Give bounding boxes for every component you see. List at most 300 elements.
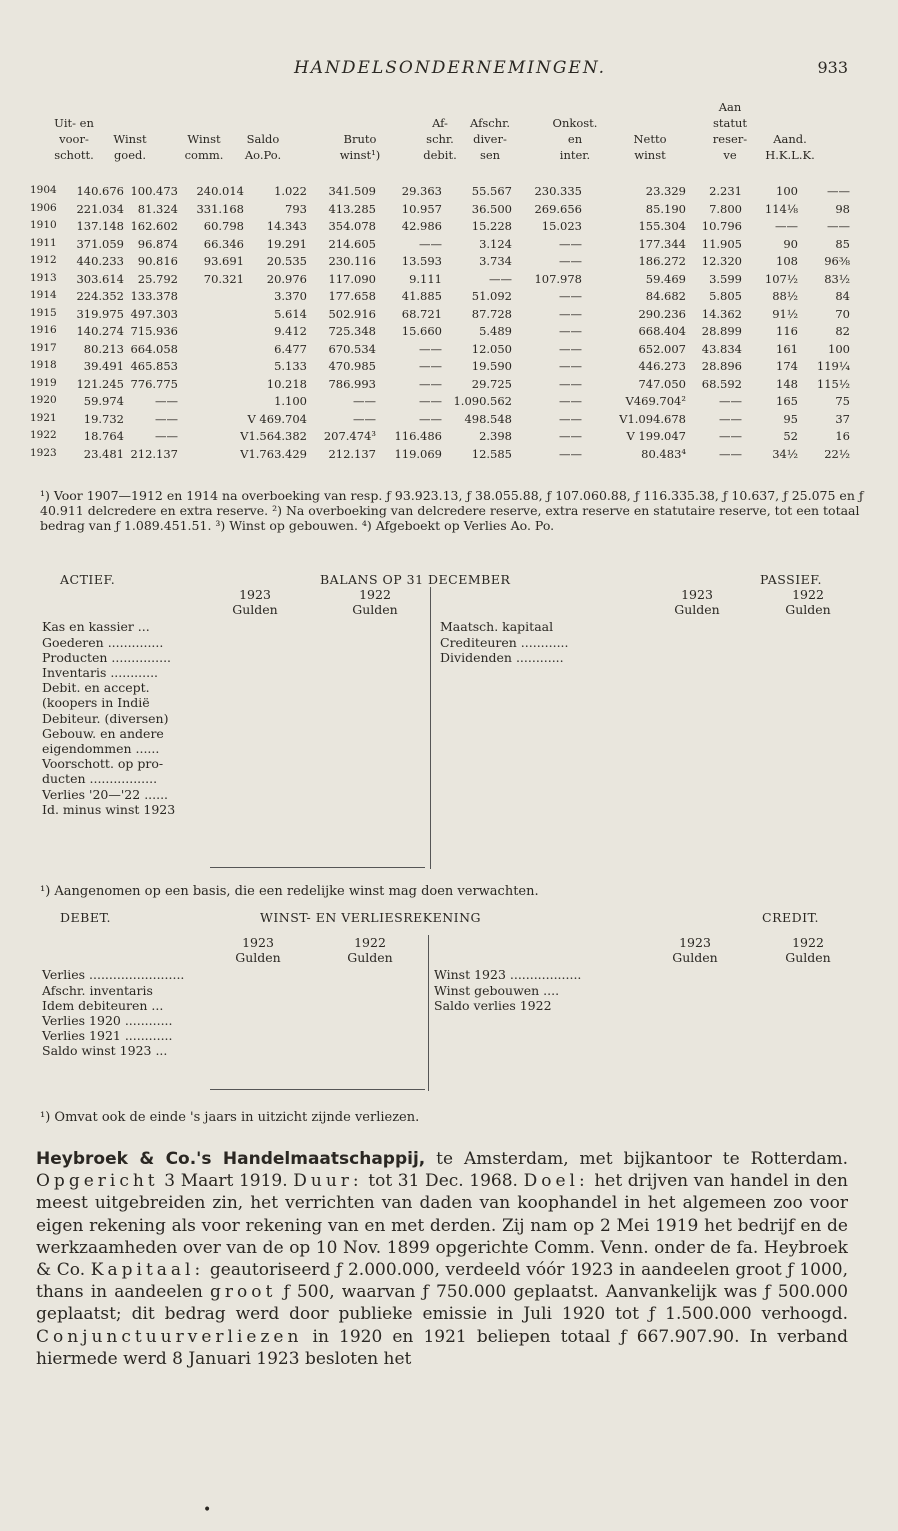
table-cell: 80.213 <box>83 341 124 356</box>
left-item-label: Debit. en accept. <box>42 680 150 696</box>
table-cell: 100 <box>776 184 798 198</box>
table-cell: 303.614 <box>76 271 124 286</box>
table-cell: 87.728 <box>471 306 512 321</box>
column-unit: Gulden <box>352 602 398 618</box>
table-cell: —— <box>155 411 178 426</box>
table-cell: 15.228 <box>471 219 512 233</box>
table-cell: V469.704² <box>625 394 686 408</box>
table-cell: 42.986 <box>401 219 442 233</box>
table-cell: 230.335 <box>534 184 582 198</box>
table-header-cell: sen <box>479 148 501 162</box>
table-cell: 10.218 <box>266 376 307 391</box>
table-cell: 10.796 <box>701 219 742 233</box>
table-cell: 95 <box>783 411 798 426</box>
table-cell: 9.111 <box>409 271 442 286</box>
table-header-cell: Uit- en <box>54 116 94 130</box>
table-cell: 331.168 <box>196 201 244 216</box>
left-item-label: (koopers in Indië <box>42 695 150 711</box>
table-cell: 115½ <box>816 376 850 391</box>
table-cell: 3.599 <box>709 271 742 286</box>
column-unit: Gulden <box>785 950 831 966</box>
table-cell: 240.014 <box>196 184 244 198</box>
table-row <box>30 359 880 376</box>
table-row <box>30 394 880 411</box>
table-cell: —— <box>559 446 582 461</box>
table-cell: 114⅛ <box>764 201 798 216</box>
table-cell: 212.137 <box>130 446 178 461</box>
column-year: 1923 <box>239 587 271 602</box>
table-cell: 10.957 <box>401 201 442 216</box>
table-header-cell: Netto <box>633 132 667 146</box>
body-text-1: te Amsterdam, met bijkantoor te Rotterdam. <box>436 1149 848 1169</box>
table-cell: 776.775 <box>130 376 178 391</box>
table-cell: —— <box>719 411 742 426</box>
total-rule <box>210 1089 425 1090</box>
table-cell: 269.656 <box>534 201 582 216</box>
left-item-label: Idem debiteuren ... <box>42 997 164 1013</box>
table-cell: 440.233 <box>76 254 124 268</box>
table-header-cell: goed. <box>113 148 147 162</box>
table-cell: 5.133 <box>274 359 307 373</box>
table-cell: 371.059 <box>76 236 124 251</box>
left-item-label: Inventaris ............ <box>42 665 159 680</box>
table-header-cell: inter. <box>559 148 591 162</box>
column-year: 1923 <box>679 935 711 950</box>
left-item-label: Producten ............... <box>42 649 172 665</box>
total-rule <box>210 867 425 868</box>
table-cell: 155.304 <box>638 219 686 233</box>
table-cell: 9.412 <box>274 324 307 338</box>
table-cell: —— <box>489 271 512 286</box>
table-cell: 5.489 <box>479 324 512 338</box>
table-row <box>30 289 880 306</box>
right-item-label: Winst 1923 .................. <box>434 967 582 983</box>
table-cell: 14.362 <box>701 306 742 321</box>
table-cell: V 199.047 <box>626 429 686 443</box>
table-cell: 14.343 <box>266 219 307 233</box>
table-cell: 96.874 <box>137 236 178 251</box>
table-header-cell: comm. <box>184 148 224 162</box>
table-cell: 670.534 <box>328 341 376 356</box>
left-item-label: Verlies '20—'22 ...... <box>42 786 169 802</box>
table-cell: 18.764 <box>83 429 124 443</box>
table-header-cell: Afschr. <box>470 116 510 130</box>
column-year: 1922 <box>354 935 386 950</box>
table-cell: 108 <box>776 254 798 268</box>
left-item-label: Id. minus winst 1923 <box>42 801 176 817</box>
table-header-cell: Winst <box>113 132 147 146</box>
column-unit: Gulden <box>235 950 281 966</box>
table-cell: —— <box>353 394 376 408</box>
table-header-cell: Onkost. <box>552 116 598 130</box>
table-cell: 446.273 <box>638 359 686 373</box>
table-header-cell: Bruto <box>343 132 377 146</box>
table-cell: 1.100 <box>274 394 307 408</box>
table-cell: 793 <box>285 201 307 216</box>
table-row <box>30 184 880 201</box>
table-cell: 177.344 <box>638 236 686 251</box>
table-cell: 341.509 <box>328 184 376 198</box>
table-cell: 140.274 <box>76 324 124 338</box>
table-cell: 119.069 <box>394 446 442 461</box>
left-item-label: Verlies ........................ <box>42 967 185 983</box>
body-text-3: tot 31 Dec. 1968. <box>368 1171 518 1192</box>
table-cell: 83½ <box>824 271 850 286</box>
row-year: 1916 <box>30 324 57 336</box>
table-cell: 82 <box>835 324 850 338</box>
table-row <box>30 272 880 289</box>
table-cell: 75 <box>835 394 850 408</box>
table-cell: 140.676 <box>76 184 124 198</box>
left-item-label: eigendommen ...... <box>42 741 160 756</box>
table-cell: 497.303 <box>130 306 178 321</box>
table-cell: 39.491 <box>83 359 124 373</box>
table-cell: —— <box>559 359 582 373</box>
keyword-kapitaal: Kapitaal: <box>90 1260 205 1281</box>
row-year: 1914 <box>30 289 57 301</box>
left-item-label: Voorschott. op pro- <box>42 756 164 772</box>
table-header-cell: Winst <box>187 132 221 146</box>
table-cell: 13.593 <box>401 254 442 268</box>
table-cell: 60.798 <box>203 219 244 233</box>
table-cell: —— <box>775 219 798 233</box>
row-year: 1921 <box>30 411 57 424</box>
table-cell: 29.363 <box>401 184 442 198</box>
table-header-cell: schott. <box>54 148 94 162</box>
table-cell: 177.658 <box>328 289 376 303</box>
table-cell: —— <box>559 411 582 426</box>
table-cell: —— <box>353 411 376 426</box>
table-header-cell: ve <box>723 148 737 162</box>
table-cell: 12.320 <box>701 254 742 268</box>
table-cell: 502.916 <box>328 306 376 321</box>
table-cell: —— <box>719 429 742 443</box>
table-cell: 12.050 <box>471 341 512 356</box>
table-cell: 36.500 <box>471 201 512 216</box>
table-cell: 786.993 <box>328 376 376 391</box>
table-cell: 652.007 <box>638 341 686 356</box>
row-year: 1912 <box>30 254 57 266</box>
column-unit: Gulden <box>674 602 720 618</box>
left-item-label: Goederen .............. <box>42 634 164 650</box>
table-cell: 51.092 <box>471 289 512 303</box>
row-year: 1922 <box>30 429 57 441</box>
table-cell: V1.763.429 <box>240 446 307 461</box>
page-number: 933 <box>817 58 848 77</box>
table-cell: 100 <box>828 341 850 356</box>
keyword-doel: Doel: <box>523 1171 589 1192</box>
table-cell: 98 <box>835 201 850 216</box>
keyword-conjunctuurverliezen: Conjunctuurverliezen <box>36 1326 303 1347</box>
table-cell: V 469.704 <box>247 411 307 426</box>
table-cell: 319.975 <box>76 306 124 321</box>
table-cell: —— <box>559 324 582 338</box>
table-cell: —— <box>559 289 582 303</box>
column-year: 1923 <box>242 935 274 950</box>
body-text-2: 3 Maart 1919. <box>164 1171 288 1192</box>
table-cell: 715.936 <box>130 324 178 338</box>
table-cell: 15.023 <box>541 219 582 233</box>
table-row <box>30 254 880 271</box>
table-cell: 81.324 <box>137 201 178 216</box>
table-header-cell: statut <box>712 116 748 130</box>
right-item-label: Dividenden ............ <box>440 649 564 665</box>
table-cell: 90.816 <box>137 254 178 268</box>
left-item-label: Kas en kassier ... <box>42 619 150 635</box>
table-cell: V1.564.382 <box>240 429 307 443</box>
table-cell: —— <box>559 236 582 251</box>
table-cell: 354.078 <box>328 219 376 233</box>
table-header-cell: diver- <box>473 132 507 146</box>
table-cell: 133.378 <box>130 289 178 303</box>
table-cell: 16 <box>835 429 850 443</box>
table-cell: —— <box>419 359 442 373</box>
keyword-duur: Duur: <box>293 1171 363 1192</box>
table-cell: 3.124 <box>479 236 512 251</box>
table-cell: 59.469 <box>645 271 686 286</box>
table-cell: 186.272 <box>638 254 686 268</box>
left-item-label: Verlies 1920 ............ <box>42 1013 173 1028</box>
column-year: 1922 <box>792 587 824 602</box>
table-cell: —— <box>827 184 850 198</box>
table-cell: 290.236 <box>638 306 686 321</box>
keyword-opgericht: Opgericht <box>36 1171 159 1192</box>
table-cell: —— <box>419 376 442 391</box>
table-cell: 6.477 <box>274 341 307 356</box>
body-text-6: ƒ 500, waarvan ƒ 750.000 geplaatst. Aanvankelijk was ƒ 500.000 geplaatst; dit bedrag werd door publieke emissie in Juli 1920 tot ƒ 1.500.000 verhoogd. <box>36 1282 849 1325</box>
table-cell: 1.090.562 <box>453 394 512 408</box>
table-cell: —— <box>719 446 742 461</box>
table-cell: 1.022 <box>274 184 307 198</box>
table-cell: 413.285 <box>328 201 376 216</box>
row-year: 1911 <box>30 236 57 249</box>
table-header-cell: debit. <box>423 148 457 162</box>
row-year: 1917 <box>30 341 57 354</box>
table-cell: 90 <box>783 236 798 251</box>
row-year: 1918 <box>30 359 57 371</box>
table-cell: V1.094.678 <box>619 411 686 426</box>
left-item-label: Afschr. inventaris <box>42 982 153 998</box>
table-cell: 70 <box>835 306 850 321</box>
table-cell: 25.792 <box>137 271 178 286</box>
table-cell: 116 <box>776 324 798 338</box>
table-header-cell: reser- <box>712 132 748 146</box>
balance-title: BALANS OP 31 DECEMBER <box>320 572 511 587</box>
row-year: 1904 <box>30 184 57 196</box>
table-cell: —— <box>559 429 582 443</box>
table-cell: 59.974 <box>83 394 124 408</box>
body-text-4: het drijven van handel in den meest uitgebreiden zin, het verrichten van daden van koophandel in het algemeen zoo voor eigen rekening als voor rekening van en met derden. Zij nam op 2 Mei 1919 het bedrijf en de werkzaamheden over van de op 10 Nov. 1899 opgerichte Comm. Venn. onder de fa. Heybroek & Co. <box>36 1171 848 1281</box>
table-cell: —— <box>419 236 442 251</box>
left-item-label: Gebouw. en andere <box>42 725 164 741</box>
column-unit: Gulden <box>347 950 393 966</box>
table-cell: 214.605 <box>328 236 376 251</box>
table-cell: —— <box>559 394 582 408</box>
table-cell: 207.474³ <box>323 429 376 443</box>
table-row <box>30 324 880 341</box>
table-cell: 80.483⁴ <box>641 446 686 461</box>
table-cell: 5.805 <box>709 289 742 303</box>
table-cell: 174 <box>776 359 798 373</box>
row-year: 1923 <box>30 446 57 459</box>
table-row <box>30 412 880 429</box>
table-row <box>30 342 880 359</box>
table-cell: 725.348 <box>328 324 376 338</box>
table-row <box>30 429 880 446</box>
table-cell: 212.137 <box>328 446 376 461</box>
left-item-label: ducten ................. <box>42 771 158 787</box>
table-header-cell: voor- <box>59 132 89 146</box>
table-cell: —— <box>155 429 178 443</box>
table-cell: 28.896 <box>701 359 742 373</box>
table-cell: 29.725 <box>471 376 512 391</box>
table-cell: —— <box>419 341 442 356</box>
footnote-statistics: ¹) Voor 1907—1912 en 1914 na overboeking van resp. ƒ 93.923.13, ƒ 38.055.88, ƒ 107.060.88, ƒ 116.335.38, ƒ 10.637, ƒ 25.075 en ƒ 40.911 delcredere en extra reserve. ²) Na overboeking van delcredere reserve, extra reserve en statutaire reserve, tot een totaal bedrag van ƒ 1.089.451.51. ³) Winst op gebouwen. ⁴) Afgeboekt op Verlies Ao. Po. <box>40 488 864 533</box>
table-header-cell: Af- <box>432 116 448 130</box>
actief-label: ACTIEF. <box>60 572 116 587</box>
table-cell: —— <box>419 394 442 408</box>
table-cell: 28.899 <box>701 324 742 338</box>
column-year: 1923 <box>681 587 713 602</box>
table-header-cell: Aand. <box>773 132 807 146</box>
table-cell: 85.190 <box>645 201 686 216</box>
table-cell: 747.050 <box>638 376 686 391</box>
table-cell: 3.370 <box>274 289 307 303</box>
table-header-cell: en <box>567 132 583 146</box>
table-row <box>30 237 880 254</box>
row-year: 1920 <box>30 394 57 406</box>
table-cell: —— <box>827 219 850 233</box>
table-row <box>30 307 880 324</box>
table-cell: 230.116 <box>328 254 376 268</box>
column-year: 1922 <box>359 587 391 602</box>
table-cell: 119¼ <box>816 359 850 373</box>
pl-title: WINST- EN VERLIESREKENING <box>260 910 482 925</box>
table-cell: 23.329 <box>645 184 686 198</box>
table-cell: 91½ <box>772 306 798 321</box>
debet-label: DEBET. <box>60 910 111 925</box>
table-cell: 85 <box>835 236 850 251</box>
table-cell: 66.346 <box>203 236 244 251</box>
table-cell: 55.567 <box>471 184 512 198</box>
running-header <box>0 58 898 82</box>
table-header-cell: Aan <box>718 100 742 114</box>
table-cell: 664.058 <box>130 341 178 356</box>
right-item-label: Crediteuren ............ <box>440 634 569 650</box>
keyword-groot: groot <box>210 1282 277 1303</box>
company-description <box>36 1148 848 1370</box>
table-cell: 137.148 <box>76 219 124 233</box>
table-cell: 161 <box>776 341 798 356</box>
column-unit: Gulden <box>232 602 278 618</box>
left-item-label: Saldo winst 1923 ... <box>42 1043 168 1059</box>
table-cell: —— <box>559 306 582 321</box>
row-year: 1915 <box>30 306 57 319</box>
table-cell: 22½ <box>824 446 850 461</box>
right-item-label: Saldo verlies 1922 <box>434 997 552 1013</box>
header-title: HANDELSONDERNEMINGEN. <box>293 58 607 78</box>
table-cell: —— <box>559 341 582 356</box>
table-cell: 34½ <box>772 446 798 461</box>
table-cell: 221.034 <box>76 201 124 216</box>
table-cell: 162.602 <box>130 219 178 233</box>
footnote-pl: ¹) Omvat ook de einde 's jaars in uitzicht zijnde verliezen. <box>40 1110 420 1125</box>
footnote-balance: ¹) Aangenomen op een basis, die een redelijke winst mag doen verwachten. <box>40 884 539 899</box>
table-cell: 19.291 <box>266 236 307 251</box>
table-cell: 117.090 <box>328 271 376 286</box>
column-unit: Gulden <box>672 950 718 966</box>
table-header-cell: Saldo <box>246 132 280 146</box>
row-year: 1910 <box>30 219 57 231</box>
passief-label: PASSIEF. <box>760 572 822 587</box>
table-cell: 88½ <box>772 289 798 303</box>
table-cell: 470.985 <box>328 359 376 373</box>
table-header-cell: H.K.L.K. <box>765 148 815 162</box>
table-cell: 68.592 <box>701 376 742 391</box>
table-cell: —— <box>559 254 582 268</box>
column-divider <box>428 935 429 1091</box>
table-cell: 11.905 <box>701 236 742 251</box>
left-item-label: Debiteur. (diversen) <box>42 710 169 726</box>
table-cell: —— <box>155 394 178 408</box>
table-cell: 84.682 <box>645 289 686 303</box>
company-name: Heybroek & Co.'s Handelmaatschappij, <box>36 1149 426 1169</box>
table-cell: 52 <box>783 429 798 443</box>
table-cell: 107½ <box>764 271 798 286</box>
table-cell: 37 <box>835 411 850 426</box>
credit-label: CREDIT. <box>762 910 820 925</box>
table-cell: 93.691 <box>203 254 244 268</box>
column-year: 1922 <box>792 935 824 950</box>
table-cell: —— <box>419 411 442 426</box>
table-cell: 148 <box>776 376 798 391</box>
table-cell: 121.245 <box>76 376 124 391</box>
table-cell: —— <box>559 376 582 391</box>
table-cell: 107.978 <box>534 271 582 286</box>
body-text-5: geautoriseerd ƒ 2.000.000, verdeeld vóór 1923 in aandeelen groot ƒ 1000, thans in aandeelen <box>36 1260 849 1303</box>
table-cell: 165 <box>776 394 798 408</box>
table-cell: 7.800 <box>709 201 742 216</box>
stray-dot: • <box>203 1502 212 1518</box>
left-item-label: Verlies 1921 ............ <box>42 1028 173 1044</box>
table-cell: 20.976 <box>266 271 307 286</box>
table-cell: 84 <box>835 289 850 303</box>
table-row <box>30 219 880 236</box>
table-cell: 19.732 <box>83 411 124 426</box>
table-cell: 70.321 <box>203 271 244 286</box>
table-row <box>30 202 880 219</box>
row-year: 1919 <box>30 376 57 389</box>
table-cell: 668.404 <box>638 324 686 338</box>
table-cell: 498.548 <box>464 411 512 426</box>
row-year: 1913 <box>30 271 57 284</box>
table-header-cell: Ao.Po. <box>244 148 282 162</box>
column-divider <box>430 587 431 869</box>
table-cell: 465.853 <box>130 359 178 373</box>
table-cell: 224.352 <box>76 289 124 303</box>
table-cell: 43.834 <box>701 341 742 356</box>
table-cell: 2.398 <box>479 429 512 443</box>
table-cell: 100.473 <box>130 184 178 198</box>
right-item-label: Maatsch. kapitaal <box>440 619 554 635</box>
table-cell: 5.614 <box>274 306 307 321</box>
table-cell: 20.535 <box>266 254 307 268</box>
table-cell: 3.734 <box>479 254 512 268</box>
table-cell: 23.481 <box>83 446 124 461</box>
right-item-label: Winst gebouwen .... <box>434 982 560 998</box>
table-header-cell: winst¹) <box>339 148 381 162</box>
table-cell: 116.486 <box>394 429 442 443</box>
